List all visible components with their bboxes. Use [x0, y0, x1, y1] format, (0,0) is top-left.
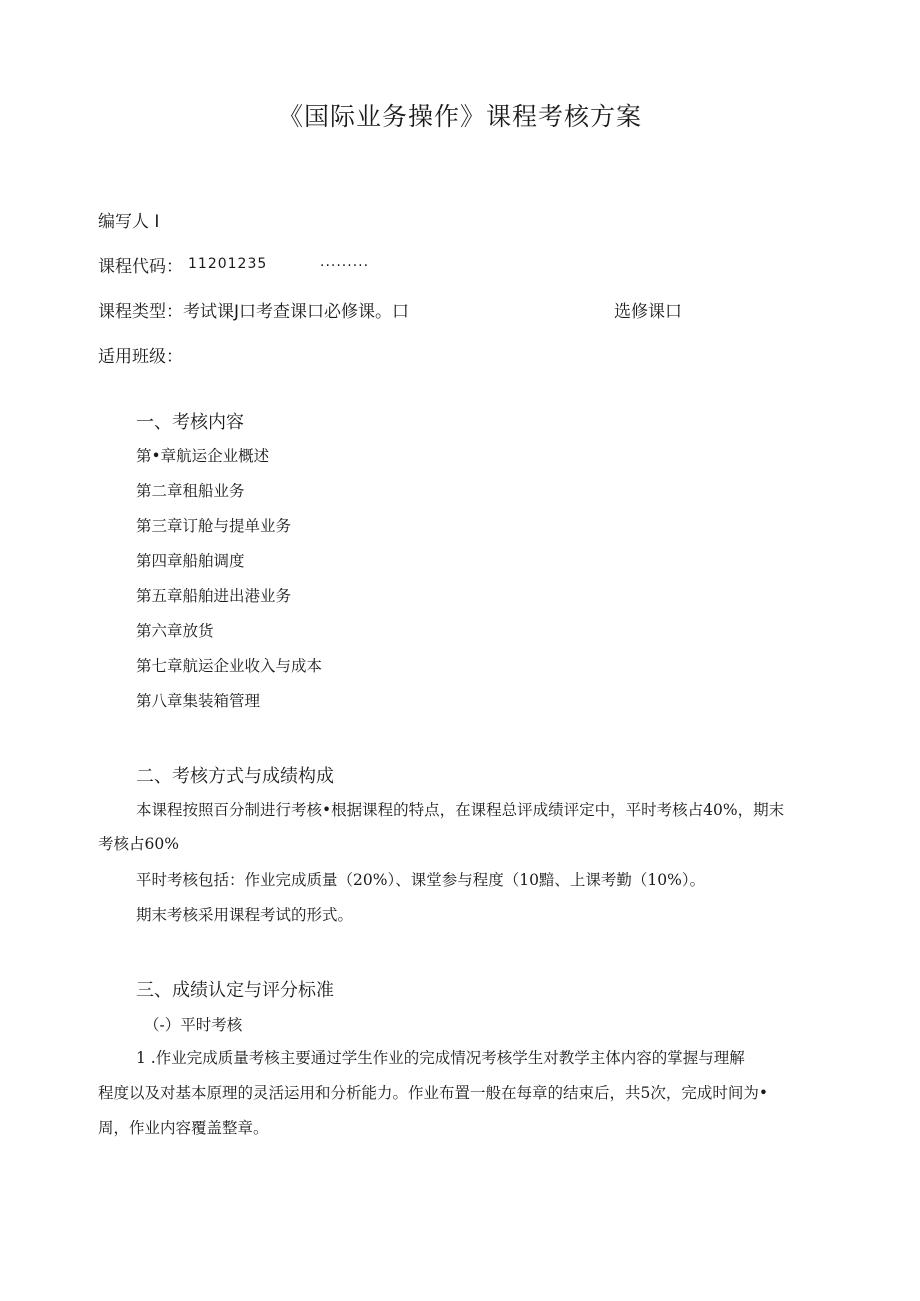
paragraph-line: 考核占60%	[98, 835, 179, 853]
paragraph-line: 程度以及对基本原理的灵活运用和分析能力。作业布置一般在每章的结束后，共5次，完成时间为•	[98, 1084, 769, 1102]
document-title: 《国际业务操作》课程考核方案	[277, 102, 642, 131]
chapter-item: 第二章租船业务	[136, 482, 245, 500]
paragraph-line: 平时考核包括：作业完成质量（20%）、课堂参与程度（10黯、上课考勤（10%）。	[136, 871, 706, 889]
course-code-value: 11201235	[188, 256, 268, 272]
paragraph-line: 1 .作业完成质量考核主要通过学生作业的完成情况考核学生对教学主体内容的掌握与理解	[136, 1049, 745, 1067]
course-code-dots: .........	[320, 254, 370, 270]
chapter-item: 第八章集装箱管理	[136, 692, 261, 710]
chapter-item: 第•章航运企业概述	[136, 447, 270, 465]
paragraph-line: 期末考核采用课程考试的形式。	[136, 906, 354, 924]
section-heading-method: 二、考核方式与成绩构成	[136, 766, 334, 787]
chapter-item: 第三章订舱与提单业务	[136, 517, 292, 535]
chapter-item: 第七章航运企业收入与成本	[136, 657, 323, 675]
chapter-item: 第四章船舶调度	[136, 552, 245, 570]
chapter-item: 第五章船舶进出港业务	[136, 587, 292, 605]
course-code-label: 课程代码：	[98, 257, 183, 277]
author-field: 编写人 I	[98, 212, 160, 232]
chapter-item: 第六章放货	[136, 622, 214, 640]
paragraph-line: 本课程按照百分制进行考核•根据课程的特点，在课程总评成绩评定中，平时考核占40%，期末	[136, 801, 785, 819]
applicable-class-field: 适用班级：	[98, 347, 183, 367]
course-type-field: 课程类型：考试课J口考查课口必修课。口	[98, 302, 410, 322]
course-type-elective: 选修课口	[614, 302, 682, 322]
subsection-heading: （-）平时考核	[144, 1016, 243, 1034]
paragraph-line: 周，作业内容覆盖整章。	[98, 1119, 269, 1137]
section-heading-content: 一、考核内容	[136, 412, 244, 433]
section-heading-standards: 三、成绩认定与评分标准	[136, 980, 334, 1001]
